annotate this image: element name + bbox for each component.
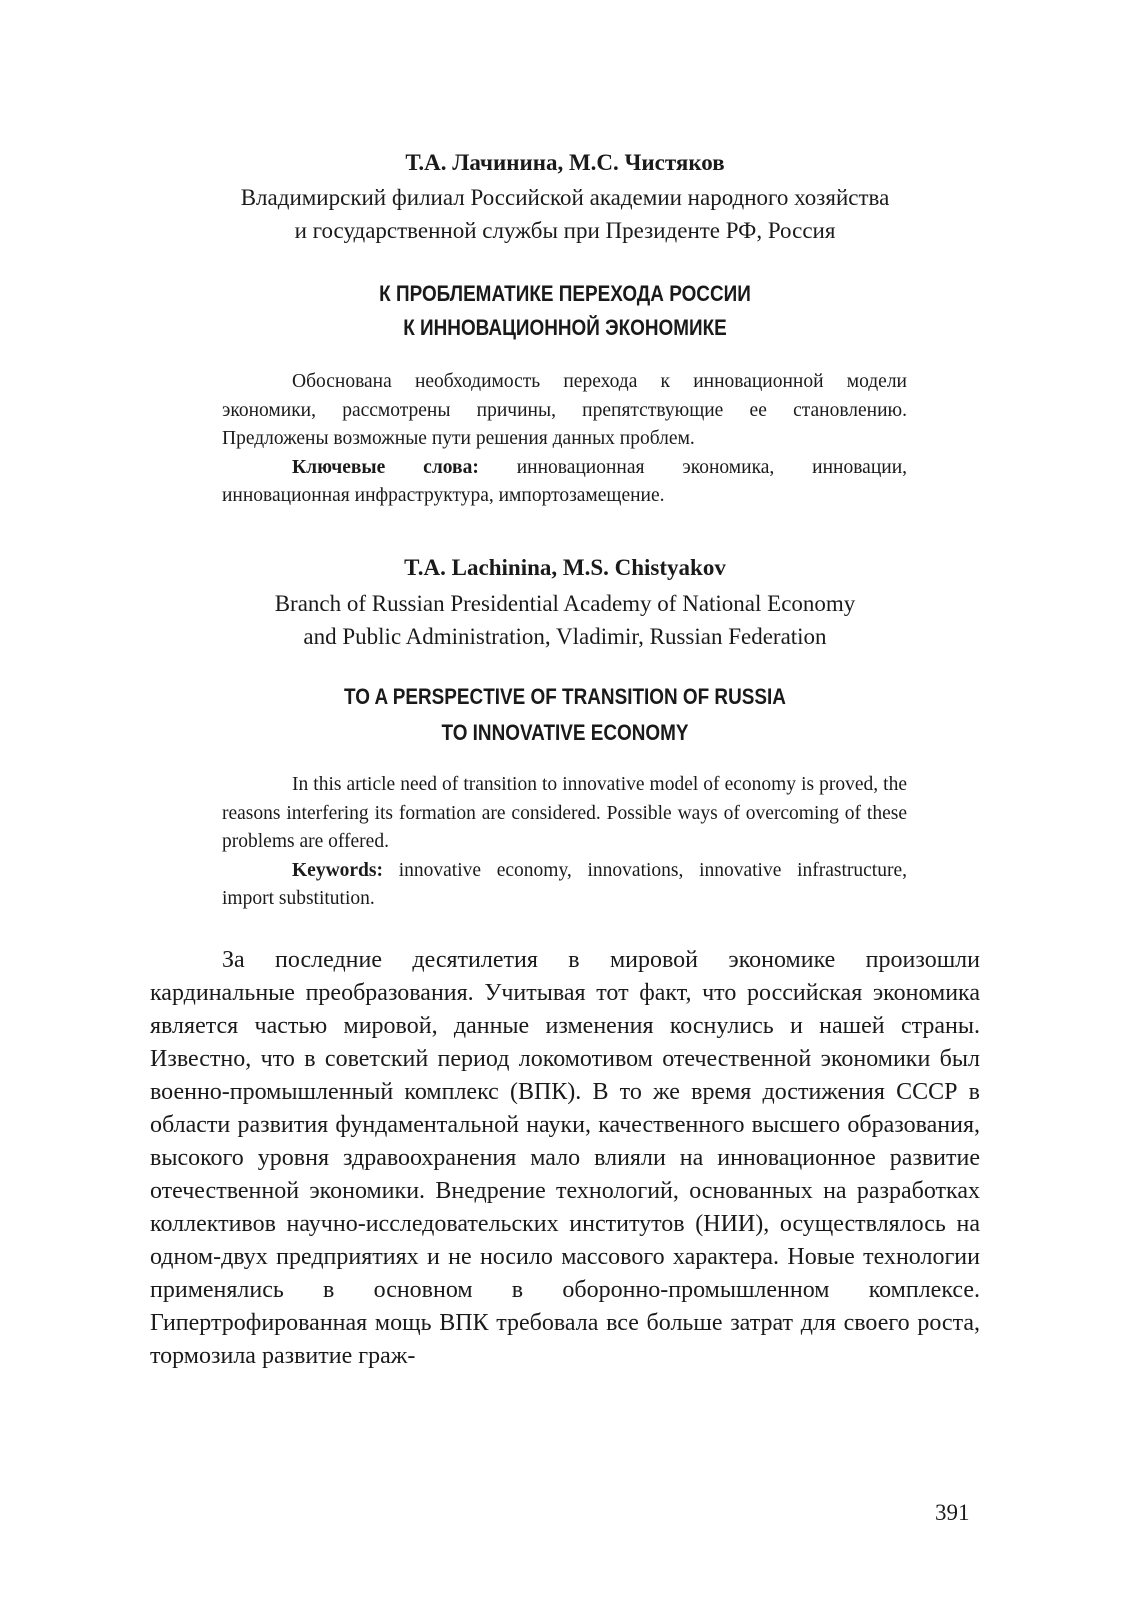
ru-keywords-label: Ключевые слова: bbox=[292, 456, 479, 478]
page-number: 391 bbox=[935, 1500, 970, 1525]
en-affiliation-line1: Branch of Russian Presidential Academy of National Economy bbox=[274, 591, 856, 616]
ru-keywords bbox=[222, 454, 907, 511]
en-abstract-text: In this article need of transition to innovative model of economy is proved, the reasons interfering its formation are considered. Possible ways of overcoming of these problems are offered. bbox=[222, 774, 907, 852]
ru-authors: Т.А. Лачинина, М.С. Чистяков bbox=[405, 150, 725, 175]
en-keywords bbox=[222, 857, 907, 914]
en-keywords-label: Keywords: bbox=[292, 859, 383, 881]
en-authors: T.A. Lachinina, M.S. Chistyakov bbox=[404, 555, 726, 580]
ru-keywords-text: инновационная экономика, инновации, инновационная инфраструктура, импортозамещение. bbox=[222, 456, 907, 506]
ru-affiliation-line2: и государственной службы при Президенте РФ, Россия bbox=[294, 218, 836, 243]
body-paragraph: За последние десятилетия в мировой экономике произошли кардинальные преобразования. Учитывая тот факт, что российская экономика является частью мировой, данные изменения коснулись и нашей страны. Известно, что в советский период локомотивом отечественной экономики был военно-промышленный комплекс (ВПК). В то же время достижения СССР в области развития фундаментальной науки, качественного высшего образования, высокого уровня здравоохранения мало влияли на инновационное развитие отечественной экономики. Внедрение технологий, основанных на разработках коллективов научно-исследовательских институтов (НИИ), осуществлялось на одном-двух предприятиях и не носило массового характера. Новые технологии применялись в основном в оборонно-промышленном комплексе. Гипертрофированная мощь ВПК требовала все больше затрат для своего роста, тормозила развитие граж- bbox=[150, 947, 980, 1369]
ru-title-line2: К ИННОВАЦИОННОЙ ЭКОНОМИКЕ bbox=[403, 315, 727, 340]
ru-affiliation-line1: Владимирский филиал Российской академии народного хозяйства bbox=[240, 185, 890, 210]
ru-abstract bbox=[222, 368, 907, 511]
ru-title-line1: К ПРОБЛЕМАТИКЕ ПЕРЕХОДА РОССИИ bbox=[379, 281, 751, 306]
en-affiliation-line2: and Public Administration, Vladimir, Russian Federation bbox=[303, 624, 827, 649]
en-keywords-text: innovative economy, innovations, innovative infrastructure, import substitution. bbox=[222, 859, 907, 909]
body-text bbox=[150, 944, 980, 1373]
en-abstract bbox=[222, 771, 907, 914]
ru-abstract-text: Обоснована необходимость перехода к инновационной модели экономики, рассмотрены причины, препятствующие ее становлению. Предложены возможные пути решения данных проблем. bbox=[222, 371, 907, 449]
en-title-line2: TO INNOVATIVE ECONOMY bbox=[441, 720, 689, 745]
en-title-line1: TO A PERSPECTIVE OF TRANSITION OF RUSSIA bbox=[344, 684, 786, 709]
